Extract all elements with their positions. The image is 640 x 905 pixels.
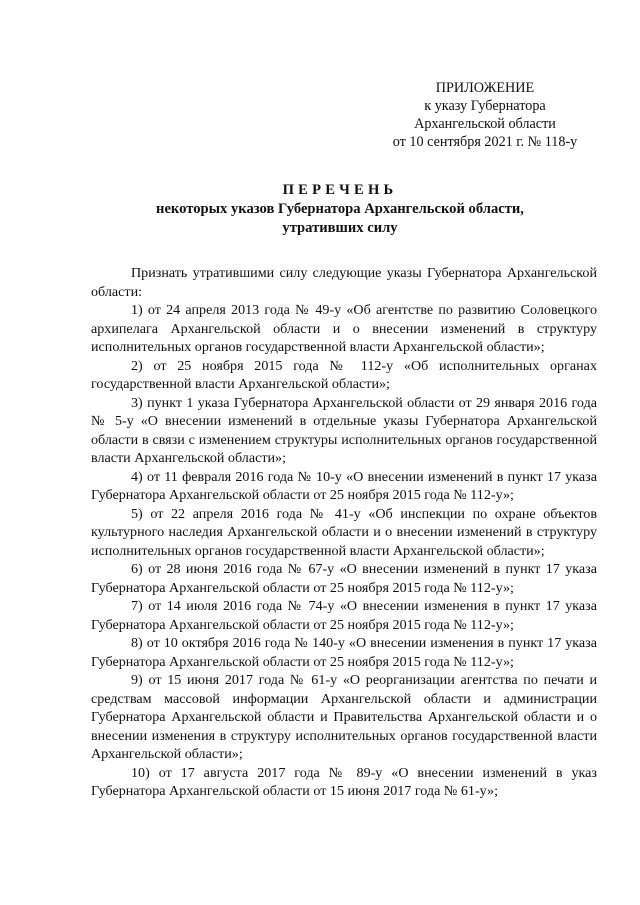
appendix-region: Архангельской области [414, 116, 556, 132]
list-item: 4) от 11 февраля 2016 года № 10-у «О внесении изменений в пункт 17 указа Губернатора Архангельской области от 25 ноября 2015 года № 112-у»; [91, 468, 597, 503]
page-title: ПЕРЕЧЕНЬ [282, 182, 398, 198]
list-item: 7) от 14 июля 2016 года № 74-у «О внесении изменения в пункт 17 указа Губернатора Архангельской области от 25 ноября 2015 года № 112-у»; [91, 598, 597, 633]
document-body [91, 264, 597, 801]
title-subtitle-line2: утративших силу [282, 220, 398, 236]
list-item: 3) пункт 1 указа Губернатора Архангельской области от 29 января 2016 года № 5-у «О внесении изменений в отдельные указы Губернатора Архангельской области в связи с изменением структуры исполнительных органов государственной власти Архангельской области»; [91, 394, 597, 466]
title-subtitle-line1: некоторых указов Губернатора Архангельской области, [156, 201, 524, 217]
appendix-date-number: от 10 сентября 2021 г. № 118-у [392, 134, 578, 150]
intro-paragraph: Признать утратившими силу следующие указы Губернатора Архангельской области: [91, 265, 597, 300]
list-item: 2) от 25 ноября 2015 года № 112-у «Об исполнительных органах государственной власти Архангельской области»; [91, 357, 597, 392]
list-item: 9) от 15 июня 2017 года № 61-у «О реорганизации агентства по печати и средствам массовой информации Архангельской области и администрации Губернатора Архангельской области и Правительства Архангельской области и о внесении изменения в структуру исполнительных органов государственной власти Архангельской области»; [91, 672, 597, 762]
title-block [90, 181, 590, 238]
appendix-label: ПРИЛОЖЕНИЕ [435, 80, 535, 96]
list-item: 10) от 17 августа 2017 года № 89-у «О внесении изменений в указ Губернатора Архангельской области от 15 июня 2017 года № 61-у»; [91, 764, 597, 799]
list-item: 1) от 24 апреля 2013 года № 49-у «Об агентстве по развитию Соловецкого архипелага Архангельской области и о внесении изменений в структуру исполнительных органов государственной власти Архангельской области»; [91, 302, 597, 355]
list-item: 5) от 22 апреля 2016 года № 41-у «Об инспекции по охране объектов культурного наследия Архангельской области и о внесении изменений в структуру исполнительных органов государственной власти Архангельской области»; [91, 505, 597, 559]
list-item: 6) от 28 июня 2016 года № 67-у «О внесении изменений в пункт 17 указа Губернатора Архангельской области от 25 ноября 2015 года № 112-у»; [91, 561, 597, 596]
list-item: 8) от 10 октября 2016 года № 140-у «О внесении изменения в пункт 17 указа Губернатора Архангельской области от 25 ноября 2015 года № 112-у»; [91, 635, 597, 670]
appendix-decree-ref: к указу Губернатора [424, 98, 546, 114]
appendix-block [380, 79, 590, 151]
